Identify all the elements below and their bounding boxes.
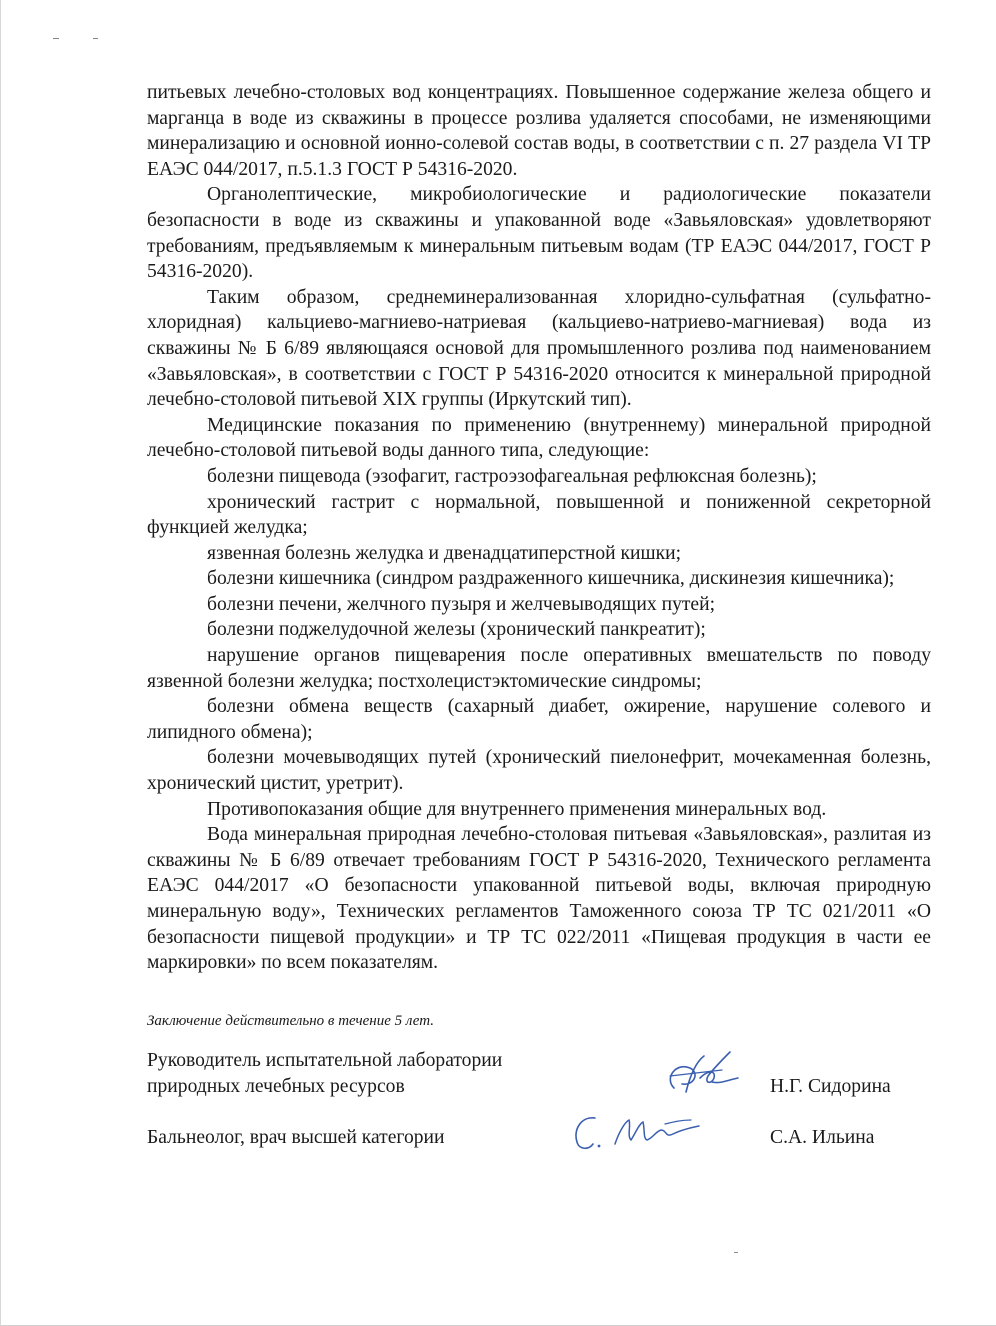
signatory-title-2: Бальнеолог, врач высшей категории [147,1127,445,1148]
scan-speck [53,38,59,39]
indication-item: хронический гастрит с нормальной, повышенной и пониженной секреторной функцией желудка; [147,491,931,539]
indication-item: язвенная болезнь желудка и двенадцатиперстной кишки; [207,542,682,564]
indication-item: болезни пищевода (эзофагит, гастроэзофагеальная рефлюксная болезнь); [207,465,817,487]
paragraph: Таким образом, среднеминерализованная хлоридно-сульфатная (сульфатно-хлоридная) кальциево-магниево-натриевая (кальциево-натриево-магниевая) вода из скважины № Б 6/89 являющаяся основой для промышленного розлива под наименованием «Завьяловская», в соответствии с ГОСТ Р 54316-2020 относится к минеральной природной лечебно-столовой питьевой XIX группы (Иркутский тип). [147,286,931,411]
signatory-title-line: природных лечебных ресурсов [147,1075,405,1097]
indication-item: болезни кишечника (синдром раздраженного кишечника, дискинезия кишечника); [207,568,895,590]
validity-note: Заключение действительно в течение 5 лет. [147,1013,435,1029]
paragraph: Медицинские показания по применению (внутреннему) минеральной природной лечебно-столовой питьевой воды данного типа, следующие: [147,414,931,462]
indication-item: болезни поджелудочной железы (хронический панкреатит); [207,619,706,641]
paragraph: питьевых лечебно-столовых вод концентрациях. Повышенное содержание железа общего и марганца в воде из скважины в процессе розлива удаляется способами, не изменяющими минерализацию и основной ионно-солевой состав воды, в соответствии с п. 27 раздела VI ТР ЕАЭС 044/2017, п.5.1.3 ГОСТ Р 54316-2020. [147,82,931,180]
signatory-name-1: Н.Г. Сидорина [770,1076,891,1097]
scan-speck [93,38,98,39]
signature-sidorina [656,1048,746,1100]
indication-item: болезни печени, желчного пузыря и желчевыводящих путей; [207,593,716,615]
signatory-title-1 [147,1048,502,1099]
conclusion-body [147,80,931,976]
contraindications-paragraph: Противопоказания общие для внутреннего применения минеральных вод. [207,798,827,820]
indication-item: болезни мочевыводящих путей (хронический пиелонефрит, мочекаменная болезнь, хронический цистит, уретрит). [147,747,931,795]
indication-item: болезни обмена веществ (сахарный диабет, ожирение, нарушение солевого и липидного обмена); [147,696,931,743]
scan-speck [734,1252,738,1253]
compliance-paragraph: Вода минеральная природная лечебно-столовая питьевая «Завьяловская», разлитая из скважины № Б 6/89 отвечает требованиям ГОСТ Р 54316-2020, Технического регламента ЕАЭС 044/2017 «О безопасности упакованной питьевой воды, включая природную минеральную воду», Технических регламентов Таможенного союза ТР ТС 021/2011 «О безопасности пищевой продукции» и ТР ТС 022/2011 «Пищевая продукция в части ее маркировки» по всем показателям. [147,824,931,974]
signature-ilina [569,1108,709,1156]
paragraph: Органолептические, микробиологические и радиологические показатели безопасности в воде из скважины и упакованной воде «Завьяловская» удовлетворяют требованиям, предъявляемым к минеральным питьевым водам (ТР ЕАЭС 044/2017, ГОСТ Р 54316-2020). [147,184,931,283]
signatory-name-2: С.А. Ильина [770,1127,875,1148]
indication-item: нарушение органов пищеварения после оперативных вмешательств по поводу язвенной болезни желудка; постхолецистэктомические синдромы; [147,645,931,692]
signatory-title-line: Руководитель испытательной лаборатории [147,1050,503,1071]
